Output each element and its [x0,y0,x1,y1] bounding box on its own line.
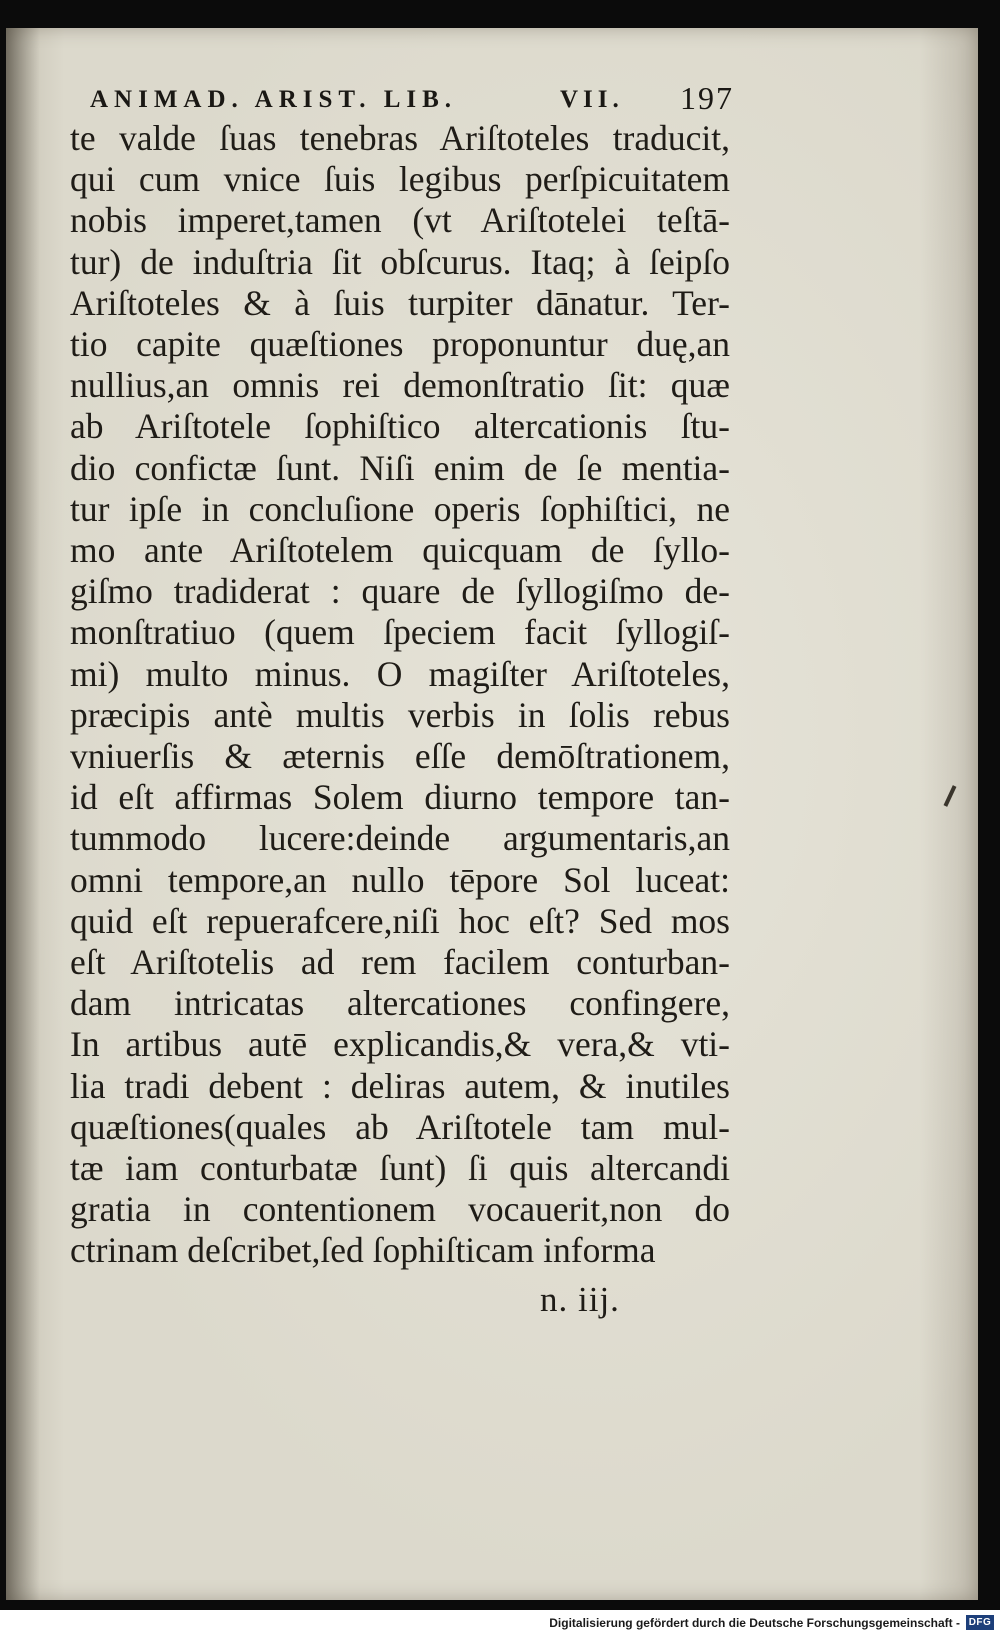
text-line: mo ante Ariſtotelem quicquam de ſyllo- [70,530,730,571]
text-line: tio capite quæſtiones proponuntur duę,an [70,324,730,365]
text-line: vniuerſis & æternis eſſe demōſtrationem, [70,736,730,777]
text-line: nullius,an omnis rei demonſtratio ſit: quæ [70,365,730,406]
text-line: ab Ariſtotele ſophiſtico altercationis ſtu- [70,406,730,447]
text-line: præcipis antè multis verbis in ſolis rebus [70,694,730,735]
text-line: nobis imperet,tamen (vt Ariſtotelei teſtā- [70,200,730,241]
text-line: quid eſt repuerafcere,niſi hoc eſt? Sed mos [70,900,730,941]
text-line: dio confictæ ſunt. Niſi enim de ſe mentia- [70,447,730,488]
page-number: 197 [680,80,734,116]
text-line: In artibus autē explicandis,& vera,& vti- [70,1024,730,1065]
running-head [90,80,770,120]
credit-bar [0,1610,1000,1638]
dfg-logo: DFG [966,1615,994,1630]
running-head-title: ANIMAD. ARIST. LIB. [90,86,458,113]
text-line: Ariſtoteles & à ſuis turpiter dānatur. Ter- [70,282,730,323]
text-line: gratia in contentionem vocauerit,non do [70,1189,730,1230]
text-line: te valde ſuas tenebras Ariſtoteles traducit, [70,118,730,158]
text-line: qui cum vnice ſuis legibus perſpicuitatem [70,159,730,200]
digitization-credit: Digitalisierung gefördert durch die Deutsche Forschungsgemeinschaft - [549,1616,960,1630]
text-line: monſtratiuo (quem ſpeciem facit ſyllogiſ- [70,612,730,653]
text-line: tæ iam conturbatæ ſunt) ſi quis altercandi [70,1148,730,1189]
text-line: dam intricatas altercationes confingere, [70,983,730,1024]
gutter-shadow [6,28,40,1600]
text-line: tur ipſe in concluſione operis ſophiſtici, ne [70,488,730,529]
running-head-book: VII. [560,86,624,113]
text-line: lia tradi debent : deliras autem, & inutiles [70,1065,730,1106]
text-line: tur) de induſtria ſit obſcurus. Itaq; à ſeipſo [70,241,730,282]
text-line: quæſtiones(quales ab Ariſtotele tam mul- [70,1106,730,1147]
signature-mark: n. iij. [540,1280,620,1319]
text-line: mi) multo minus. O magiſter Ariſtoteles, [70,653,730,694]
text-line: giſmo tradiderat : quare de ſyllogiſmo de- [70,571,730,612]
text-line: tummodo lucere:deinde argumentaris,an [70,818,730,859]
text-line: eſt Ariſtotelis ad rem facilem conturban- [70,942,730,983]
text-line: ctrinam deſcribet,ſed ſophiſticam informa [70,1230,656,1271]
text-line: omni tempore,an nullo tēpore Sol luceat: [70,859,730,900]
body-text [70,118,730,1272]
text-line: id eſt affirmas Solem diurno tempore tan- [70,777,730,818]
